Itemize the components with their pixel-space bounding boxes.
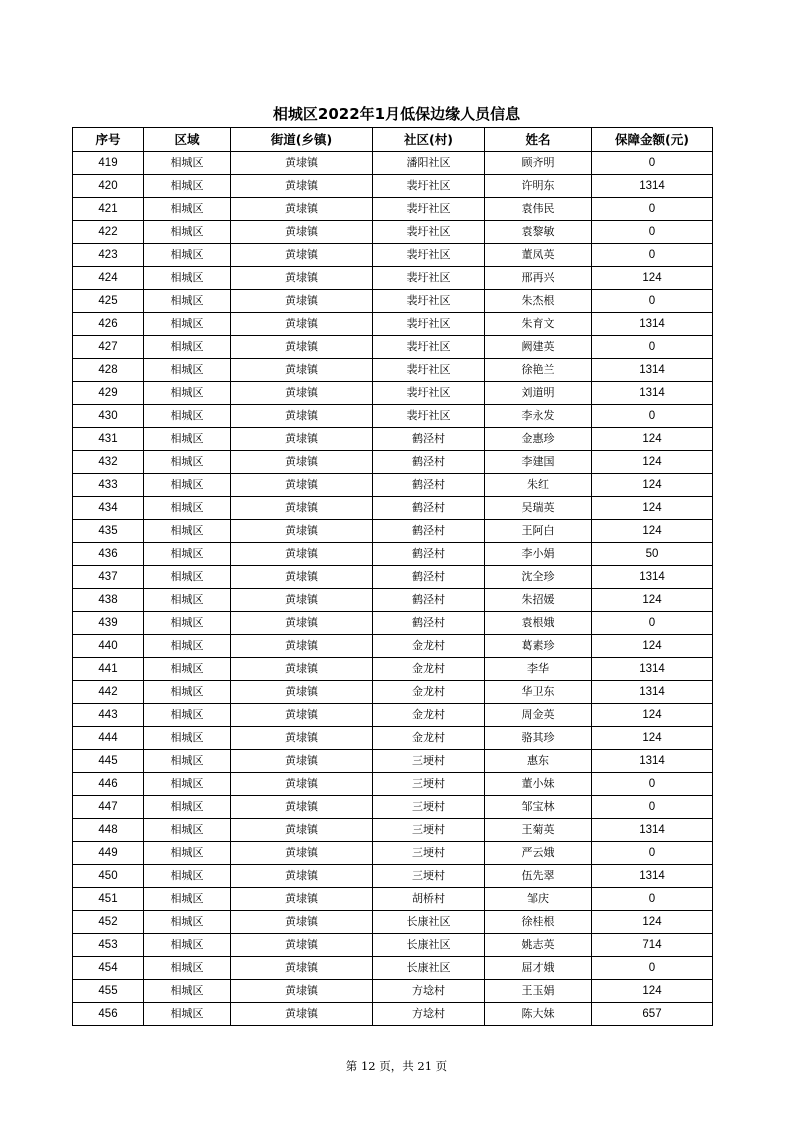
header-amount: 保障金额(元) — [592, 128, 713, 152]
table-row — [73, 911, 713, 934]
cell-name: 华卫东 — [485, 681, 592, 704]
cell-street: 黄埭镇 — [231, 152, 373, 175]
cell-street: 黄埭镇 — [231, 290, 373, 313]
cell-street: 黄埭镇 — [231, 313, 373, 336]
cell-community: 鹤泾村 — [373, 566, 485, 589]
table-row — [73, 428, 713, 451]
cell-region: 相城区 — [144, 658, 231, 681]
table-row — [73, 382, 713, 405]
cell-index: 455 — [73, 980, 144, 1003]
cell-name: 刘道明 — [485, 382, 592, 405]
cell-street: 黄埭镇 — [231, 911, 373, 934]
cell-index: 437 — [73, 566, 144, 589]
cell-community: 长康社区 — [373, 957, 485, 980]
cell-amount: 124 — [592, 589, 713, 612]
cell-region: 相城区 — [144, 221, 231, 244]
cell-amount: 124 — [592, 474, 713, 497]
cell-index: 442 — [73, 681, 144, 704]
cell-community: 裴圩社区 — [373, 313, 485, 336]
cell-region: 相城区 — [144, 267, 231, 290]
cell-amount: 124 — [592, 911, 713, 934]
cell-name: 姚志英 — [485, 934, 592, 957]
cell-street: 黄埭镇 — [231, 727, 373, 750]
cell-region: 相城区 — [144, 635, 231, 658]
cell-region: 相城区 — [144, 934, 231, 957]
page-footer: 第 12 页，共 21 页 — [345, 1059, 448, 1073]
cell-amount: 0 — [592, 244, 713, 267]
cell-index: 451 — [73, 888, 144, 911]
cell-region: 相城区 — [144, 451, 231, 474]
table-row — [73, 612, 713, 635]
cell-community: 潘阳社区 — [373, 152, 485, 175]
cell-street: 黄埭镇 — [231, 221, 373, 244]
document-title: 相城区2022年1月低保边缘人员信息 — [272, 105, 521, 123]
table-row — [73, 842, 713, 865]
cell-name: 惠东 — [485, 750, 592, 773]
cell-amount: 124 — [592, 727, 713, 750]
cell-name: 王阿白 — [485, 520, 592, 543]
table-row — [73, 750, 713, 773]
header-region: 区域 — [144, 128, 231, 152]
table-row — [73, 520, 713, 543]
cell-index: 454 — [73, 957, 144, 980]
table-row — [73, 198, 713, 221]
cell-street: 黄埭镇 — [231, 382, 373, 405]
cell-region: 相城区 — [144, 911, 231, 934]
cell-amount: 1314 — [592, 382, 713, 405]
cell-region: 相城区 — [144, 290, 231, 313]
cell-amount: 0 — [592, 290, 713, 313]
cell-region: 相城区 — [144, 704, 231, 727]
cell-community: 三埂村 — [373, 796, 485, 819]
table-row — [73, 704, 713, 727]
cell-name: 葛素珍 — [485, 635, 592, 658]
cell-index: 447 — [73, 796, 144, 819]
cell-region: 相城区 — [144, 313, 231, 336]
cell-community: 裴圩社区 — [373, 405, 485, 428]
table-row — [73, 543, 713, 566]
cell-street: 黄埭镇 — [231, 704, 373, 727]
cell-amount: 0 — [592, 152, 713, 175]
table-row — [73, 359, 713, 382]
cell-community: 三埂村 — [373, 773, 485, 796]
cell-community: 裴圩社区 — [373, 175, 485, 198]
cell-street: 黄埭镇 — [231, 865, 373, 888]
cell-region: 相城区 — [144, 865, 231, 888]
cell-street: 黄埭镇 — [231, 888, 373, 911]
cell-amount: 124 — [592, 428, 713, 451]
cell-street: 黄埭镇 — [231, 934, 373, 957]
table-row — [73, 244, 713, 267]
cell-street: 黄埭镇 — [231, 451, 373, 474]
cell-amount: 1314 — [592, 359, 713, 382]
table-row — [73, 405, 713, 428]
cell-index: 448 — [73, 819, 144, 842]
cell-amount: 1314 — [592, 566, 713, 589]
cell-name: 周金英 — [485, 704, 592, 727]
cell-name: 李建国 — [485, 451, 592, 474]
cell-index: 444 — [73, 727, 144, 750]
table-row — [73, 175, 713, 198]
table-row — [73, 152, 713, 175]
cell-index: 446 — [73, 773, 144, 796]
table-row — [73, 773, 713, 796]
cell-amount: 0 — [592, 888, 713, 911]
cell-community: 鹤泾村 — [373, 428, 485, 451]
cell-region: 相城区 — [144, 589, 231, 612]
cell-amount: 0 — [592, 842, 713, 865]
cell-street: 黄埭镇 — [231, 566, 373, 589]
table-row — [73, 589, 713, 612]
cell-street: 黄埭镇 — [231, 842, 373, 865]
cell-street: 黄埭镇 — [231, 428, 373, 451]
cell-name: 骆其珍 — [485, 727, 592, 750]
cell-region: 相城区 — [144, 336, 231, 359]
cell-amount: 0 — [592, 796, 713, 819]
cell-street: 黄埭镇 — [231, 497, 373, 520]
cell-amount: 124 — [592, 520, 713, 543]
cell-amount: 0 — [592, 957, 713, 980]
cell-community: 裴圩社区 — [373, 290, 485, 313]
table-row — [73, 957, 713, 980]
cell-community: 鹤泾村 — [373, 543, 485, 566]
cell-amount: 0 — [592, 405, 713, 428]
cell-name: 袁黎敏 — [485, 221, 592, 244]
cell-index: 422 — [73, 221, 144, 244]
table-row — [73, 980, 713, 1003]
cell-community: 三埂村 — [373, 865, 485, 888]
cell-street: 黄埭镇 — [231, 957, 373, 980]
cell-index: 456 — [73, 1003, 144, 1026]
cell-index: 423 — [73, 244, 144, 267]
table-row — [73, 474, 713, 497]
cell-name: 许明东 — [485, 175, 592, 198]
cell-index: 441 — [73, 658, 144, 681]
cell-name: 李小娟 — [485, 543, 592, 566]
table-row — [73, 1003, 713, 1026]
cell-name: 董小妹 — [485, 773, 592, 796]
cell-name: 李永发 — [485, 405, 592, 428]
cell-amount: 657 — [592, 1003, 713, 1026]
cell-name: 陈大妹 — [485, 1003, 592, 1026]
cell-region: 相城区 — [144, 359, 231, 382]
table-row — [73, 727, 713, 750]
cell-street: 黄埭镇 — [231, 244, 373, 267]
cell-index: 440 — [73, 635, 144, 658]
table-row — [73, 451, 713, 474]
cell-region: 相城区 — [144, 405, 231, 428]
cell-region: 相城区 — [144, 566, 231, 589]
cell-region: 相城区 — [144, 152, 231, 175]
cell-name: 李华 — [485, 658, 592, 681]
cell-community: 三埂村 — [373, 750, 485, 773]
header-name: 姓名 — [485, 128, 592, 152]
cell-index: 427 — [73, 336, 144, 359]
cell-amount: 0 — [592, 612, 713, 635]
data-table — [72, 127, 713, 1026]
cell-street: 黄埭镇 — [231, 681, 373, 704]
cell-index: 428 — [73, 359, 144, 382]
cell-index: 450 — [73, 865, 144, 888]
cell-name: 朱红 — [485, 474, 592, 497]
cell-amount: 124 — [592, 704, 713, 727]
cell-street: 黄埭镇 — [231, 267, 373, 290]
cell-community: 鹤泾村 — [373, 451, 485, 474]
cell-region: 相城区 — [144, 750, 231, 773]
cell-community: 鹤泾村 — [373, 589, 485, 612]
cell-community: 长康社区 — [373, 911, 485, 934]
cell-index: 436 — [73, 543, 144, 566]
cell-index: 432 — [73, 451, 144, 474]
cell-name: 吴瑞英 — [485, 497, 592, 520]
cell-street: 黄埭镇 — [231, 612, 373, 635]
table-row — [73, 888, 713, 911]
cell-name: 邢再兴 — [485, 267, 592, 290]
header-community: 社区(村) — [373, 128, 485, 152]
cell-community: 方埝村 — [373, 980, 485, 1003]
cell-amount: 124 — [592, 980, 713, 1003]
cell-index: 431 — [73, 428, 144, 451]
table-body — [73, 152, 713, 1026]
table-row — [73, 681, 713, 704]
cell-street: 黄埭镇 — [231, 336, 373, 359]
cell-community: 金龙村 — [373, 658, 485, 681]
cell-index: 435 — [73, 520, 144, 543]
cell-amount: 0 — [592, 221, 713, 244]
cell-region: 相城区 — [144, 819, 231, 842]
cell-community: 裴圩社区 — [373, 198, 485, 221]
cell-index: 449 — [73, 842, 144, 865]
cell-index: 453 — [73, 934, 144, 957]
table-row — [73, 865, 713, 888]
cell-community: 鹤泾村 — [373, 474, 485, 497]
cell-region: 相城区 — [144, 773, 231, 796]
cell-amount: 0 — [592, 198, 713, 221]
cell-community: 裴圩社区 — [373, 359, 485, 382]
cell-community: 鹤泾村 — [373, 497, 485, 520]
cell-street: 黄埭镇 — [231, 796, 373, 819]
cell-index: 419 — [73, 152, 144, 175]
cell-amount: 1314 — [592, 175, 713, 198]
cell-name: 沈全珍 — [485, 566, 592, 589]
cell-street: 黄埭镇 — [231, 359, 373, 382]
cell-amount: 1314 — [592, 865, 713, 888]
cell-name: 顾齐明 — [485, 152, 592, 175]
cell-amount: 1314 — [592, 750, 713, 773]
table-row — [73, 796, 713, 819]
cell-region: 相城区 — [144, 681, 231, 704]
cell-community: 裴圩社区 — [373, 244, 485, 267]
table-row — [73, 819, 713, 842]
cell-name: 袁根娥 — [485, 612, 592, 635]
cell-community: 裴圩社区 — [373, 382, 485, 405]
cell-street: 黄埭镇 — [231, 198, 373, 221]
table-row — [73, 934, 713, 957]
cell-region: 相城区 — [144, 497, 231, 520]
table-row — [73, 497, 713, 520]
cell-street: 黄埭镇 — [231, 175, 373, 198]
cell-index: 445 — [73, 750, 144, 773]
cell-region: 相城区 — [144, 796, 231, 819]
cell-street: 黄埭镇 — [231, 750, 373, 773]
cell-name: 袁伟民 — [485, 198, 592, 221]
table-row — [73, 635, 713, 658]
cell-community: 鹤泾村 — [373, 612, 485, 635]
cell-region: 相城区 — [144, 727, 231, 750]
cell-region: 相城区 — [144, 980, 231, 1003]
cell-region: 相城区 — [144, 474, 231, 497]
cell-street: 黄埭镇 — [231, 474, 373, 497]
cell-street: 黄埭镇 — [231, 543, 373, 566]
cell-index: 443 — [73, 704, 144, 727]
cell-community: 鹤泾村 — [373, 520, 485, 543]
cell-name: 邹宝林 — [485, 796, 592, 819]
cell-street: 黄埭镇 — [231, 589, 373, 612]
cell-region: 相城区 — [144, 520, 231, 543]
cell-community: 胡桥村 — [373, 888, 485, 911]
cell-name: 金惠珍 — [485, 428, 592, 451]
cell-index: 433 — [73, 474, 144, 497]
table-row — [73, 313, 713, 336]
cell-community: 金龙村 — [373, 727, 485, 750]
table-row — [73, 336, 713, 359]
cell-amount: 714 — [592, 934, 713, 957]
cell-community: 金龙村 — [373, 704, 485, 727]
cell-name: 徐桂根 — [485, 911, 592, 934]
cell-community: 裴圩社区 — [373, 221, 485, 244]
cell-amount: 1314 — [592, 658, 713, 681]
cell-community: 长康社区 — [373, 934, 485, 957]
cell-index: 424 — [73, 267, 144, 290]
cell-index: 452 — [73, 911, 144, 934]
cell-community: 方埝村 — [373, 1003, 485, 1026]
cell-name: 董凤英 — [485, 244, 592, 267]
cell-name: 王玉娟 — [485, 980, 592, 1003]
cell-name: 屈才娥 — [485, 957, 592, 980]
cell-street: 黄埭镇 — [231, 658, 373, 681]
cell-region: 相城区 — [144, 244, 231, 267]
cell-region: 相城区 — [144, 888, 231, 911]
cell-region: 相城区 — [144, 1003, 231, 1026]
cell-region: 相城区 — [144, 382, 231, 405]
cell-region: 相城区 — [144, 175, 231, 198]
cell-community: 金龙村 — [373, 635, 485, 658]
cell-name: 王菊英 — [485, 819, 592, 842]
cell-community: 裴圩社区 — [373, 267, 485, 290]
cell-amount: 124 — [592, 451, 713, 474]
cell-region: 相城区 — [144, 612, 231, 635]
cell-amount: 0 — [592, 336, 713, 359]
cell-index: 421 — [73, 198, 144, 221]
cell-region: 相城区 — [144, 842, 231, 865]
cell-amount: 50 — [592, 543, 713, 566]
cell-name: 阙建英 — [485, 336, 592, 359]
table-header-row — [73, 128, 713, 152]
table-row — [73, 221, 713, 244]
cell-amount: 124 — [592, 497, 713, 520]
header-index: 序号 — [73, 128, 144, 152]
cell-amount: 1314 — [592, 313, 713, 336]
cell-index: 430 — [73, 405, 144, 428]
cell-region: 相城区 — [144, 957, 231, 980]
cell-street: 黄埭镇 — [231, 980, 373, 1003]
cell-name: 朱招媛 — [485, 589, 592, 612]
table-row — [73, 658, 713, 681]
cell-index: 426 — [73, 313, 144, 336]
cell-community: 裴圩社区 — [373, 336, 485, 359]
cell-street: 黄埭镇 — [231, 819, 373, 842]
cell-name: 朱杰根 — [485, 290, 592, 313]
cell-index: 439 — [73, 612, 144, 635]
cell-amount: 1314 — [592, 819, 713, 842]
cell-name: 伍先翠 — [485, 865, 592, 888]
cell-community: 三埂村 — [373, 842, 485, 865]
cell-street: 黄埭镇 — [231, 1003, 373, 1026]
table-row — [73, 290, 713, 313]
cell-index: 434 — [73, 497, 144, 520]
cell-index: 425 — [73, 290, 144, 313]
cell-name: 朱育文 — [485, 313, 592, 336]
table-row — [73, 566, 713, 589]
cell-index: 429 — [73, 382, 144, 405]
table-row — [73, 267, 713, 290]
cell-street: 黄埭镇 — [231, 520, 373, 543]
cell-street: 黄埭镇 — [231, 405, 373, 428]
cell-name: 邹庆 — [485, 888, 592, 911]
cell-street: 黄埭镇 — [231, 773, 373, 796]
cell-region: 相城区 — [144, 543, 231, 566]
cell-region: 相城区 — [144, 198, 231, 221]
cell-street: 黄埭镇 — [231, 635, 373, 658]
cell-index: 420 — [73, 175, 144, 198]
cell-region: 相城区 — [144, 428, 231, 451]
cell-amount: 1314 — [592, 681, 713, 704]
header-street: 街道(乡镇) — [231, 128, 373, 152]
cell-name: 徐艳兰 — [485, 359, 592, 382]
cell-amount: 0 — [592, 773, 713, 796]
cell-name: 严云娥 — [485, 842, 592, 865]
cell-community: 金龙村 — [373, 681, 485, 704]
cell-community: 三埂村 — [373, 819, 485, 842]
cell-amount: 124 — [592, 635, 713, 658]
cell-amount: 124 — [592, 267, 713, 290]
cell-index: 438 — [73, 589, 144, 612]
